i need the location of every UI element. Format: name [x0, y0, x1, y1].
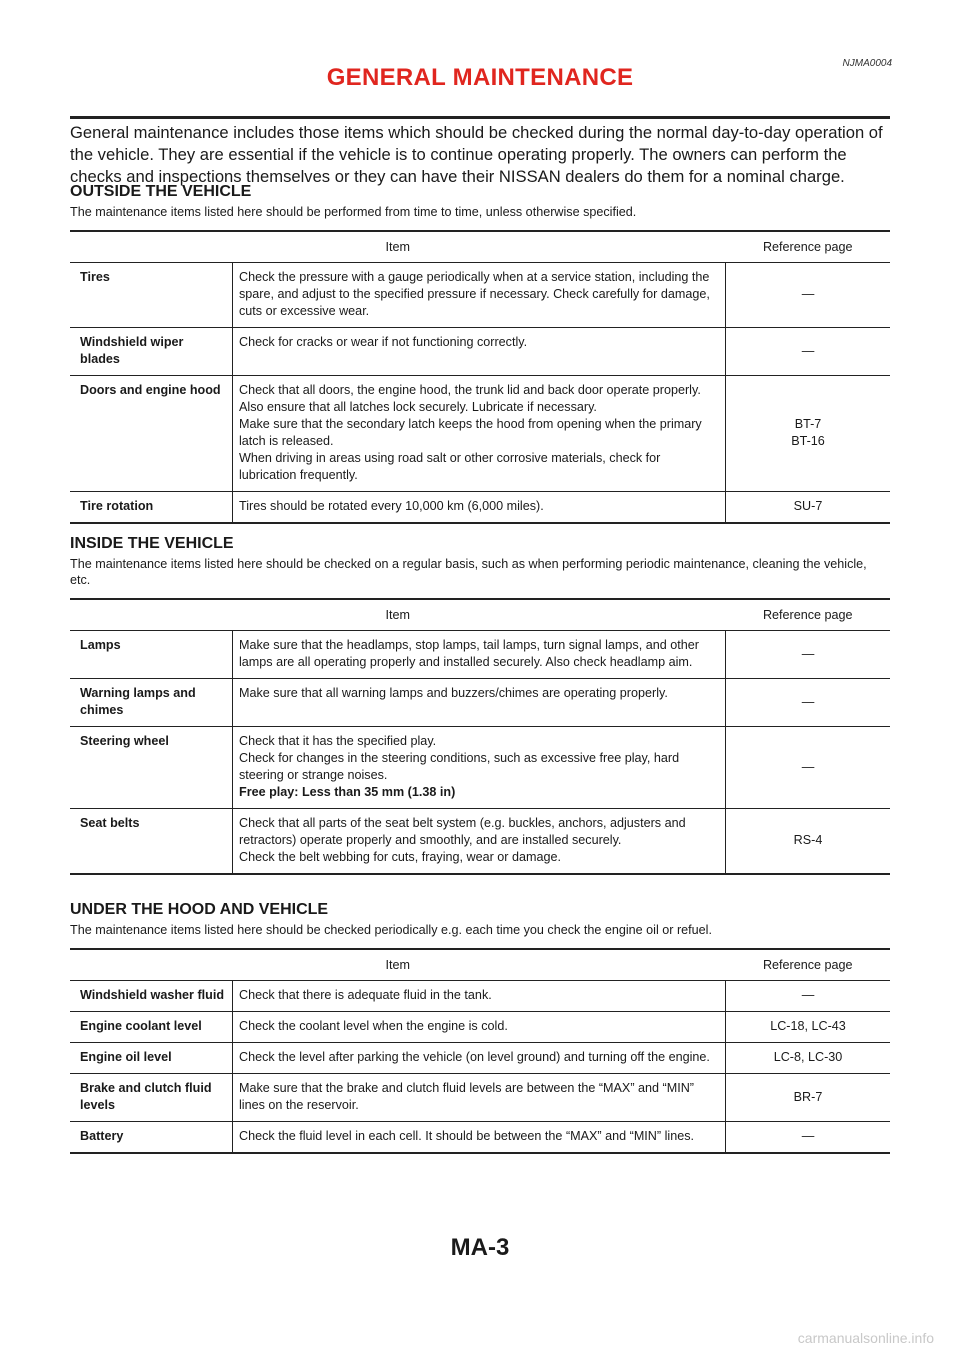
reference-page [726, 679, 891, 727]
column-header-reference: Reference page [726, 231, 891, 263]
reference-page [726, 1122, 891, 1154]
table-row [70, 328, 890, 376]
reference-value: — [801, 646, 815, 661]
item-name: Steering wheel [70, 727, 233, 809]
table-body [70, 263, 890, 524]
section-outside-vehicle [70, 182, 890, 524]
description-line: Check the level after parking the vehicle (on level ground) and turning off the engine. [239, 1050, 710, 1064]
description-line: Check the pressure with a gauge periodically when at a service station, including the spare, and adjust to the specified pressure if necessary. Check carefully for damage, cuts or excessive wear. [239, 270, 710, 318]
item-name: Windshield washer fluid [70, 981, 233, 1012]
maintenance-table [70, 230, 890, 524]
description-line: Check the coolant level when the engine is cold. [239, 1019, 508, 1033]
description-line: Check that all doors, the engine hood, the trunk lid and back door operate properly. Also ensure that all latches lock securely. Lubricate if necessary. [239, 383, 701, 414]
table-row [70, 727, 890, 809]
item-description [233, 679, 726, 727]
item-name: Engine coolant level [70, 1012, 233, 1043]
section-heading: OUTSIDE THE VEHICLE [70, 183, 252, 200]
reference-page [726, 809, 891, 875]
reference-value: BT-16 [791, 434, 825, 448]
page-number: MA-3 [450, 1234, 510, 1261]
reference-page [726, 727, 891, 809]
description-line: Make sure that the secondary latch keeps the hood from opening when the primary latch is released. [239, 417, 702, 448]
title-divider [70, 116, 890, 119]
column-header-reference: Reference page [726, 599, 891, 631]
reference-value: — [801, 988, 815, 1002]
reference-page [726, 376, 891, 492]
reference-value: RS-4 [793, 833, 823, 847]
reference-value: — [801, 343, 815, 358]
table-row [70, 1043, 890, 1074]
description-line: Check for changes in the steering conditions, such as excessive free play, hard steering or strange noises. [239, 751, 680, 782]
table-row [70, 1012, 890, 1043]
item-name: Tire rotation [70, 492, 233, 524]
table-row [70, 1074, 890, 1122]
item-name: Battery [70, 1122, 233, 1154]
page-title: GENERAL MAINTENANCE [326, 64, 634, 91]
description-line: Check the fluid level in each cell. It should be between the “MAX” and “MIN” lines. [239, 1129, 694, 1143]
item-name: Engine oil level [70, 1043, 233, 1074]
description-line: Check that there is adequate fluid in the tank. [239, 988, 492, 1002]
maintenance-table [70, 948, 890, 1154]
description-line: Make sure that the headlamps, stop lamps, tail lamps, turn signal lamps, and other lamps are all operating properly and installed securely. Also check headlamp aim. [239, 638, 699, 669]
reference-page [726, 492, 891, 524]
section-description: The maintenance items listed here should be performed from time to time, unless otherwise specified. [70, 205, 637, 219]
intro-paragraph: General maintenance includes those items which should be checked during the normal day-to-day operation of the vehicle. They are essential if the vehicle is to continue operating properly. The owners can perform the checks and inspections themselves or they can have their NISSAN dealers do them for a nominal charge. [70, 123, 883, 186]
table-body [70, 631, 890, 875]
reference-page [726, 631, 891, 679]
item-description [233, 1043, 726, 1074]
item-name: Doors and engine hood [70, 376, 233, 492]
item-description [233, 981, 726, 1012]
item-description [233, 727, 726, 809]
reference-page [726, 1012, 891, 1043]
description-line: Check that it has the specified play. [239, 734, 437, 748]
item-description [233, 263, 726, 328]
description-line: Check that all parts of the seat belt system (e.g. buckles, anchors, adjusters and retractors) operate properly and smoothly, and are installed securely. [239, 816, 686, 847]
section-inside-vehicle [70, 534, 890, 875]
item-description [233, 328, 726, 376]
item-description [233, 1012, 726, 1043]
item-name: Warning lamps and chimes [70, 679, 233, 727]
reference-page [726, 981, 891, 1012]
table-row [70, 263, 890, 328]
item-description [233, 492, 726, 524]
table-body [70, 981, 890, 1154]
table-row [70, 631, 890, 679]
document-code: NJMA0004 [842, 58, 892, 69]
description-line: Make sure that the brake and clutch fluid levels are between the “MAX” and “MIN” lines on the reservoir. [239, 1081, 694, 1112]
reference-value: LC-18, LC-43 [770, 1019, 846, 1033]
section-under-hood [70, 900, 890, 1154]
column-header-item: Item [70, 949, 726, 981]
reference-value: — [801, 287, 815, 301]
item-name: Lamps [70, 631, 233, 679]
reference-page [726, 1043, 891, 1074]
description-line: Check for cracks or wear if not functioning correctly. [239, 335, 528, 349]
item-name: Brake and clutch fluid levels [70, 1074, 233, 1122]
reference-value: — [801, 1129, 815, 1143]
reference-value: BR-7 [793, 1089, 823, 1104]
item-name: Seat belts [70, 809, 233, 875]
table-row [70, 981, 890, 1012]
description-line: Tires should be rotated every 10,000 km (6,000 miles). [239, 499, 544, 513]
item-description [233, 1122, 726, 1154]
reference-value: BT-7 [794, 417, 822, 431]
maintenance-table [70, 598, 890, 875]
item-description [233, 376, 726, 492]
item-name: Windshield wiper blades [70, 328, 233, 376]
column-header-item: Item [70, 599, 726, 631]
reference-page [726, 328, 891, 376]
item-description [233, 631, 726, 679]
footer-watermark: carmanualsonline.info [797, 1330, 934, 1346]
item-description [233, 1074, 726, 1122]
reference-value: — [801, 759, 815, 774]
section-heading: UNDER THE HOOD AND VEHICLE [70, 901, 329, 918]
reference-page [726, 263, 891, 328]
description-line: Make sure that all warning lamps and buzzers/chimes are operating properly. [239, 686, 668, 700]
reference-value: — [801, 694, 815, 709]
item-name: Tires [70, 263, 233, 328]
reference-value: LC-8, LC-30 [773, 1050, 843, 1064]
table-row [70, 376, 890, 492]
table-row [70, 679, 890, 727]
reference-value: SU-7 [793, 499, 823, 513]
item-description [233, 809, 726, 875]
specification-line: Free play: Less than 35 mm (1.38 in) [239, 785, 456, 799]
table-row [70, 492, 890, 524]
description-line: Check the belt webbing for cuts, fraying, wear or damage. [239, 850, 562, 864]
description-line: When driving in areas using road salt or other corrosive materials, check for lubrication frequently. [239, 451, 661, 482]
reference-page [726, 1074, 891, 1122]
section-description: The maintenance items listed here should be checked periodically e.g. each time you check the engine oil or refuel. [70, 923, 712, 937]
column-header-reference: Reference page [726, 949, 891, 981]
section-description: The maintenance items listed here should be checked on a regular basis, such as when performing periodic maintenance, cleaning the vehicle, etc. [70, 557, 867, 587]
table-row [70, 1122, 890, 1154]
column-header-item: Item [70, 231, 726, 263]
section-heading: INSIDE THE VEHICLE [70, 535, 234, 552]
table-row [70, 809, 890, 875]
